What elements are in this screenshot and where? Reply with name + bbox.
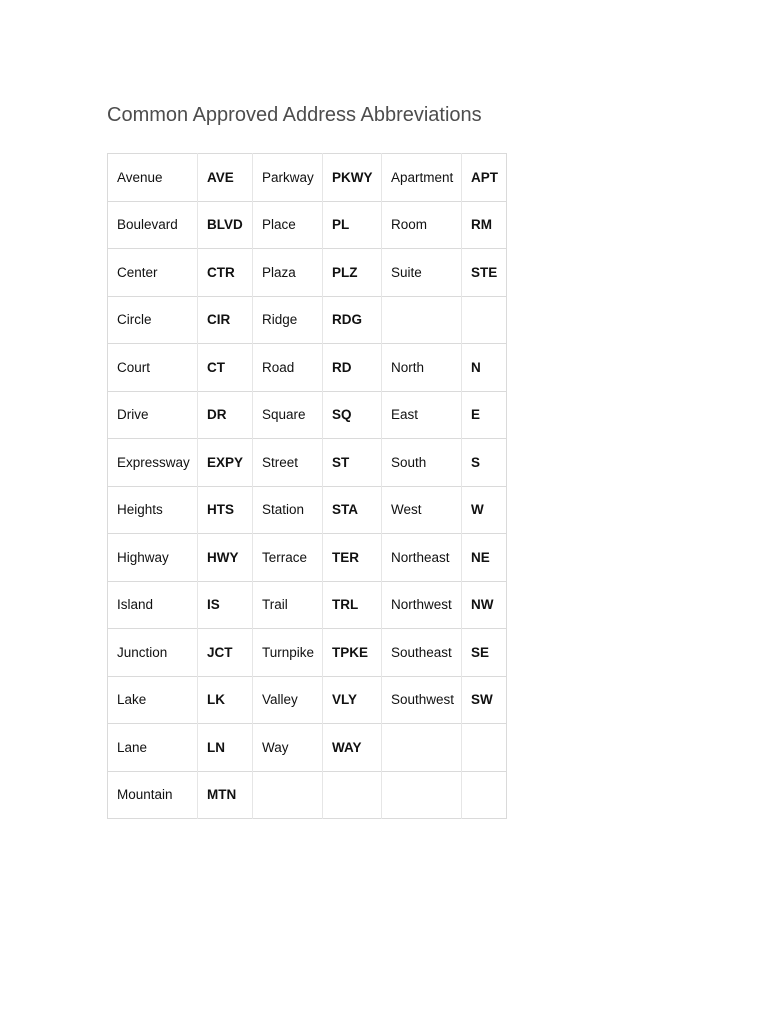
table-cell-abbreviation: BLVD xyxy=(198,201,253,249)
table-cell-word: Parkway xyxy=(253,154,323,202)
table-cell-abbreviation: EXPY xyxy=(198,439,253,487)
table-cell-abbreviation: NE xyxy=(462,534,507,582)
table-cell-word: Mountain xyxy=(108,771,198,819)
table-cell-word: Turnpike xyxy=(253,629,323,677)
table-cell-word: Highway xyxy=(108,534,198,582)
table-cell-abbreviation: PLZ xyxy=(323,249,382,297)
table-row xyxy=(108,249,507,297)
table-cell-word xyxy=(382,771,462,819)
table-cell-abbreviation: E xyxy=(462,391,507,439)
table-cell-abbreviation: SQ xyxy=(323,391,382,439)
table-row xyxy=(108,201,507,249)
table-cell-word: Street xyxy=(253,439,323,487)
table-cell-abbreviation: LK xyxy=(198,676,253,724)
table-cell-abbreviation xyxy=(323,771,382,819)
table-cell-word: Plaza xyxy=(253,249,323,297)
table-cell-abbreviation: WAY xyxy=(323,724,382,772)
table-row xyxy=(108,771,507,819)
table-row xyxy=(108,296,507,344)
table-cell-abbreviation: CIR xyxy=(198,296,253,344)
table-cell-word: West xyxy=(382,486,462,534)
table-cell-word: Terrace xyxy=(253,534,323,582)
table-cell-abbreviation: N xyxy=(462,344,507,392)
table-cell-abbreviation: VLY xyxy=(323,676,382,724)
table-cell-abbreviation: RD xyxy=(323,344,382,392)
table-cell-abbreviation: RDG xyxy=(323,296,382,344)
table-cell-abbreviation: CTR xyxy=(198,249,253,297)
table-cell-word: Trail xyxy=(253,581,323,629)
table-cell-word xyxy=(253,771,323,819)
table-cell-word: Boulevard xyxy=(108,201,198,249)
table-cell-word: Avenue xyxy=(108,154,198,202)
table-row xyxy=(108,154,507,202)
table-cell-word: Place xyxy=(253,201,323,249)
table-cell-abbreviation: STA xyxy=(323,486,382,534)
table-cell-word xyxy=(382,296,462,344)
table-row xyxy=(108,629,507,677)
table-cell-word: Lake xyxy=(108,676,198,724)
table-row xyxy=(108,486,507,534)
table-cell-word: Southwest xyxy=(382,676,462,724)
table-row xyxy=(108,676,507,724)
table-cell-abbreviation: HWY xyxy=(198,534,253,582)
table-cell-abbreviation: NW xyxy=(462,581,507,629)
page-title: Common Approved Address Abbreviations xyxy=(107,104,482,126)
table-cell-abbreviation: W xyxy=(462,486,507,534)
table-cell-word: East xyxy=(382,391,462,439)
table-cell-word: Apartment xyxy=(382,154,462,202)
table-cell-abbreviation: HTS xyxy=(198,486,253,534)
table-cell-word: Junction xyxy=(108,629,198,677)
table-cell-abbreviation: RM xyxy=(462,201,507,249)
table-cell-word: Drive xyxy=(108,391,198,439)
table-cell-word: Road xyxy=(253,344,323,392)
table-cell-abbreviation: DR xyxy=(198,391,253,439)
table-cell-word: Station xyxy=(253,486,323,534)
table-cell-abbreviation: AVE xyxy=(198,154,253,202)
table-cell-abbreviation: JCT xyxy=(198,629,253,677)
table-cell-abbreviation: TER xyxy=(323,534,382,582)
table-cell-word: Court xyxy=(108,344,198,392)
table-cell-abbreviation: TRL xyxy=(323,581,382,629)
table-cell-word: Northeast xyxy=(382,534,462,582)
table-cell-abbreviation: APT xyxy=(462,154,507,202)
table-cell-word: South xyxy=(382,439,462,487)
table-cell-abbreviation: TPKE xyxy=(323,629,382,677)
table-cell-abbreviation: PKWY xyxy=(323,154,382,202)
table-cell-abbreviation: SE xyxy=(462,629,507,677)
table-cell-word: Way xyxy=(253,724,323,772)
table-cell-word xyxy=(382,724,462,772)
table-cell-abbreviation: ST xyxy=(323,439,382,487)
table-cell-word: North xyxy=(382,344,462,392)
table-cell-abbreviation xyxy=(462,724,507,772)
table-cell-abbreviation: MTN xyxy=(198,771,253,819)
table-cell-word: Lane xyxy=(108,724,198,772)
table-cell-abbreviation: STE xyxy=(462,249,507,297)
table-cell-word: Expressway xyxy=(108,439,198,487)
table-cell-word: Island xyxy=(108,581,198,629)
table-row xyxy=(108,724,507,772)
table-cell-abbreviation: IS xyxy=(198,581,253,629)
table-cell-abbreviation xyxy=(462,296,507,344)
abbreviations-table xyxy=(107,153,507,819)
table-cell-word: Southeast xyxy=(382,629,462,677)
table-cell-abbreviation: SW xyxy=(462,676,507,724)
table-cell-word: Room xyxy=(382,201,462,249)
table-cell-word: Square xyxy=(253,391,323,439)
table-cell-abbreviation: PL xyxy=(323,201,382,249)
table-row xyxy=(108,534,507,582)
table-cell-abbreviation: S xyxy=(462,439,507,487)
table-row xyxy=(108,344,507,392)
table-row xyxy=(108,439,507,487)
table-cell-word: Circle xyxy=(108,296,198,344)
table-cell-abbreviation: LN xyxy=(198,724,253,772)
table-cell-word: Northwest xyxy=(382,581,462,629)
table-cell-word: Suite xyxy=(382,249,462,297)
table-cell-word: Center xyxy=(108,249,198,297)
table-cell-abbreviation: CT xyxy=(198,344,253,392)
table-cell-abbreviation xyxy=(462,771,507,819)
table-row xyxy=(108,391,507,439)
table-cell-word: Heights xyxy=(108,486,198,534)
table-cell-word: Ridge xyxy=(253,296,323,344)
table-row xyxy=(108,581,507,629)
table-cell-word: Valley xyxy=(253,676,323,724)
